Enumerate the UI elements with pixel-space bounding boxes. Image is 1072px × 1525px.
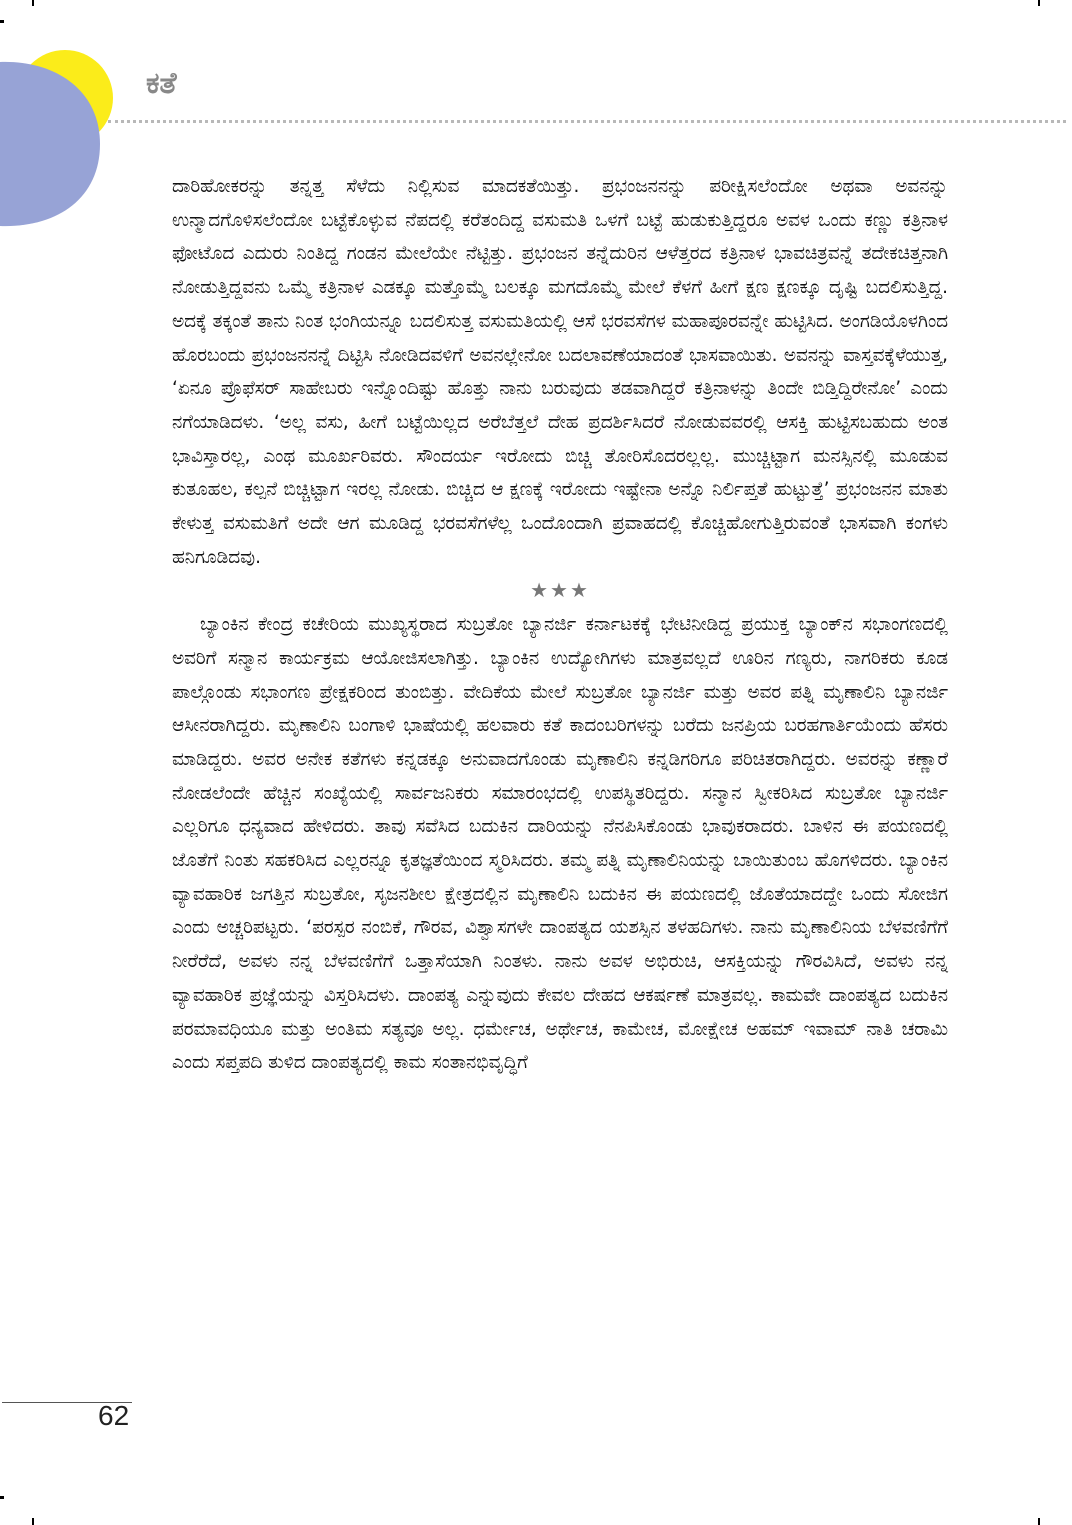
section-title: ಕತೆ: [146, 66, 177, 101]
paragraph-2: ಬ್ಯಾಂಕಿನ ಕೇಂದ್ರ ಕಚೇರಿಯ ಮುಖ್ಯಸ್ಥರಾದ ಸುಬ್ರತೋ ಬ್ಯಾನರ್ಜಿ ಕರ್ನಾಟಕಕ್ಕೆ ಭೇಟಿನೀಡಿದ್ದ ಪ್ರಯುಕ್ತ ಬ್ಯಾಂಕ್‌ನ ಸಭಾಂಗಣದಲ್ಲಿ ಅವರಿಗೆ ಸನ್ಮಾನ ಕಾರ್ಯಕ್ರಮ ಆಯೋಜಿಸಲಾಗಿತ್ತು. ಬ್ಯಾಂಕಿನ ಉದ್ಯೋಗಿಗಳು ಮಾತ್ರವಲ್ಲದೆ ಊರಿನ ಗಣ್ಯರು, ನಾಗರಿಕರು ಕೂಡ ಪಾಲ್ಗೊಂಡು ಸಭಾಂಗಣ ಪ್ರೇಕ್ಷಕರಿಂದ ತುಂಬಿತ್ತು. ವೇದಿಕೆಯ ಮೇಲೆ ಸುಬ್ರತೋ ಬ್ಯಾನರ್ಜಿ ಮತ್ತು ಅವರ ಪತ್ನಿ ಮೃಣಾಲಿನಿ ಬ್ಯಾನರ್ಜಿ ಆಸೀನರಾಗಿದ್ದರು. ಮೃಣಾಲಿನಿ ಬಂಗಾಳಿ ಭಾಷೆಯಲ್ಲಿ ಹಲವಾರು ಕತೆ ಕಾದಂಬರಿಗಳನ್ನು ಬರೆದು ಜನಪ್ರಿಯ ಬರಹಗಾರ್ತಿಯೆಂದು ಹೆಸರು ಮಾಡಿದ್ದರು. ಅವರ ಅನೇಕ ಕತೆಗಳು ಕನ್ನಡಕ್ಕೂ ಅನುವಾದಗೊಂಡು ಮೃಣಾಲಿನಿ ಕನ್ನಡಿಗರಿಗೂ ಪರಿಚಿತರಾಗಿದ್ದರು. ಅವರನ್ನು ಕಣ್ಣಾರೆ ನೋಡಲೆಂದೇ ಹೆಚ್ಚಿನ ಸಂಖ್ಯೆಯಲ್ಲಿ ಸಾರ್ವಜನಿಕರು ಸಮಾರಂಭದಲ್ಲಿ ಉಪಸ್ಥಿತರಿದ್ದರು. ಸನ್ಮಾನ ಸ್ವೀಕರಿಸಿದ ಸುಬ್ರತೋ ಬ್ಯಾನರ್ಜಿ ಎಲ್ಲರಿಗೂ ಧನ್ಯವಾದ ಹೇಳಿದರು. ತಾವು ಸವೆಸಿದ ಬದುಕಿನ ದಾರಿಯನ್ನು ನೆನಪಿಸಿಕೊಂಡು ಭಾವುಕರಾದರು. ಬಾಳಿನ ಈ ಪಯಣದಲ್ಲಿ ಜೊತೆಗೆ ನಿಂತು ಸಹಕರಿಸಿದ ಎಲ್ಲರನ್ನೂ ಕೃತಜ್ಞತೆಯಿಂದ ಸ್ಮರಿಸಿದರು. ತಮ್ಮ ಪತ್ನಿ ಮೃಣಾಲಿನಿಯನ್ನು ಬಾಯಿತುಂಬ ಹೊಗಳಿದರು. ಬ್ಯಾಂಕಿನ ವ್ಯಾವಹಾರಿಕ ಜಗತ್ತಿನ ಸುಬ್ರತೋ, ಸೃಜನಶೀಲ ಕ್ಷೇತ್ರದಲ್ಲಿನ ಮೃಣಾಲಿನಿ ಬದುಕಿನ ಈ ಪಯಣದಲ್ಲಿ ಜೊತೆಯಾದದ್ದೇ ಒಂದು ಸೋಜಿಗ ಎಂದು ಅಚ್ಚರಿಪಟ್ಟರು. ‘ಪರಸ್ಪರ ನಂಬಿಕೆ, ಗೌರವ, ವಿಶ್ವಾಸಗಳೇ ದಾಂಪತ್ಯದ ಯಶಸ್ಸಿನ ತಳಹದಿಗಳು. ನಾನು ಮೃಣಾಲಿನಿಯ ಬೆಳವಣಿಗೆಗೆ ನೀರೆರೆದೆ, ಅವಳು ನನ್ನ ಬೆಳವಣಿಗೆಗೆ ಒತ್ತಾಸೆಯಾಗಿ ನಿಂತಳು. ನಾನು ಅವಳ ಅಭಿರುಚಿ, ಆಸಕ್ತಿಯನ್ನು ಗೌರವಿಸಿದೆ, ಅವಳು ನನ್ನ ವ್ಯಾವಹಾರಿಕ ಪ್ರಜ್ಞೆಯನ್ನು ವಿಸ್ತರಿಸಿದಳು. ದಾಂಪತ್ಯ ಎನ್ನುವುದು ಕೇವಲ ದೇಹದ ಆಕರ್ಷಣೆ ಮಾತ್ರವಲ್ಲ. ಕಾಮವೇ ದಾಂಪತ್ಯದ ಬದುಕಿನ ಪರಮಾವಧಿಯೂ ಮತ್ತು ಅಂತಿಮ ಸತ್ಯವೂ ಅಲ್ಲ. ಧರ್ಮೇಚ, ಅರ್ಥೇಚ, ಕಾಮೇಚ, ಮೋಕ್ಷೇಚ ಅಹಮ್ ಇವಾಮ್ ನಾತಿ ಚರಾಮಿ ಎಂದು ಸಪ್ತಪದಿ ತುಳಿದ ದಾಂಪತ್ಯದಲ್ಲಿ ಕಾಮ ಸಂತಾನಭಿವೃದ್ಧಿಗೆ: [172, 614, 948, 1074]
crop-mark: [0, 20, 4, 23]
crop-mark: [1038, 0, 1040, 6]
dotted-divider: [108, 120, 1066, 123]
crop-mark: [0, 1496, 4, 1499]
crop-mark: [32, 0, 34, 6]
section-separator: ★★★: [530, 578, 590, 603]
paragraph-1: ದಾರಿಹೋಕರನ್ನು ತನ್ನತ್ತ ಸೆಳೆದು ನಿಲ್ಲಿಸುವ ಮಾದಕತೆಯಿತ್ತು. ಪ್ರಭಂಜನನನ್ನು ಪರೀಕ್ಷಿಸಲೆಂದೋ ಅಥವಾ ಅವನನ್ನು ಉನ್ಮಾದಗೊಳಿಸಲೆಂದೋ ಬಟ್ಟೆಕೊಳ್ಳುವ ನೆಪದಲ್ಲಿ ಕರೆತಂದಿದ್ದ ವಸುಮತಿ ಒಳಗೆ ಬಟ್ಟೆ ಹುಡುಕುತ್ತಿದ್ದರೂ ಅವಳ ಒಂದು ಕಣ್ಣು ಕತ್ರಿನಾಳ ಫೋಟೊದ ಎದುರು ನಿಂತಿದ್ದ ಗಂಡನ ಮೇಲೆಯೇ ನೆಟ್ಟಿತ್ತು. ಪ್ರಭಂಜನ ತನ್ನೆದುರಿನ ಆಳೆತ್ತರದ ಕತ್ರಿನಾಳ ಭಾವಚಿತ್ರವನ್ನೆ ತದೇಕಚಿತ್ತನಾಗಿ ನೋಡುತ್ತಿದ್ದವನು ಒಮ್ಮೆ ಕತ್ರಿನಾಳ ಎಡಕ್ಕೂ ಮತ್ತೊಮ್ಮೆ ಬಲಕ್ಕೂ ಮಗದೊಮ್ಮೆ ಮೇಲೆ ಕೆಳಗೆ ಹೀಗೆ ಕ್ಷಣ ಕ್ಷಣಕ್ಕೂ ದೃಷ್ಟಿ ಬದಲಿಸುತ್ತಿದ್ದ. ಅದಕ್ಕೆ ತಕ್ಕಂತೆ ತಾನು ನಿಂತ ಭಂಗಿಯನ್ನೂ ಬದಲಿಸುತ್ತ ವಸುಮತಿಯಲ್ಲಿ ಆಸೆ ಭರವಸೆಗಳ ಮಹಾಪೂರವನ್ನೇ ಹುಟ್ಟಿಸಿದ. ಅಂಗಡಿಯೊಳಗಿಂದ ಹೊರಬಂದು ಪ್ರಭಂಜನನನ್ನೆ ದಿಟ್ಟಿಸಿ ನೋಡಿದವಳಿಗೆ ಅವನಲ್ಲೇನೋ ಬದಲಾವಣೆಯಾದಂತೆ ಭಾಸವಾಯಿತು. ಅವನನ್ನು ವಾಸ್ತವಕ್ಕೆಳೆಯುತ್ತ, ‘ಏನೂ ಪ್ರೊಫೆಸರ್ ಸಾಹೇಬರು ಇನ್ನೊಂದಿಷ್ಟು ಹೊತ್ತು ನಾನು ಬರುವುದು ತಡವಾಗಿದ್ದರೆ ಕತ್ರಿನಾಳನ್ನು ತಿಂದೇ ಬಿಡ್ತಿದ್ದಿರೇನೋ’ ಎಂದು ನಗೆಯಾಡಿದಳು. ‘ಅಲ್ಲ ವಸು, ಹೀಗೆ ಬಟ್ಟೆಯಿಲ್ಲದ ಅರೆಬೆತ್ತಲೆ ದೇಹ ಪ್ರದರ್ಶಿಸಿದರೆ ನೋಡುವವರಲ್ಲಿ ಆಸಕ್ತಿ ಹುಟ್ಟಿಸಬಹುದು ಅಂತ ಭಾವಿಸ್ತಾರಲ್ಲ, ಎಂಥ ಮೂರ್ಖರಿವರು. ಸೌಂದರ್ಯ ಇರೋದು ಬಿಚ್ಚಿ ತೋರಿಸೊದರಲ್ಲಲ್ಲ. ಮುಚ್ಚಿಟ್ಟಾಗ ಮನಸ್ಸಿನಲ್ಲಿ ಮೂಡುವ ಕುತೂಹಲ, ಕಲ್ಪನೆ ಬಿಚ್ಚಿಟ್ಟಾಗ ಇರಲ್ಲ ನೋಡು. ಬಿಚ್ಚಿದ ಆ ಕ್ಷಣಕ್ಕೆ ಇರೋದು ಇಷ್ಟೇನಾ ಅನ್ನೊ ನಿರ್ಲಿಪ್ತತೆ ಹುಟ್ಟುತ್ತೆ’ ಪ್ರಭಂಜನನ ಮಾತು ಕೇಳುತ್ತ ವಸುಮತಿಗೆ ಅದೇ ಆಗ ಮೂಡಿದ್ದ ಭರವಸೆಗಳೆಲ್ಲ ಒಂದೊಂದಾಗಿ ಪ್ರವಾಹದಲ್ಲಿ ಕೊಚ್ಚಿಹೋಗುತ್ತಿರುವಂತೆ ಭಾಸವಾಗಿ ಕಂಗಳು ಹನಿಗೂಡಿದವು.: [172, 176, 948, 568]
crop-mark: [1038, 1518, 1040, 1525]
crop-mark: [32, 1518, 34, 1525]
body-text: [172, 170, 948, 1080]
decorative-circles: [0, 40, 140, 260]
page-number: 62: [98, 1400, 130, 1431]
